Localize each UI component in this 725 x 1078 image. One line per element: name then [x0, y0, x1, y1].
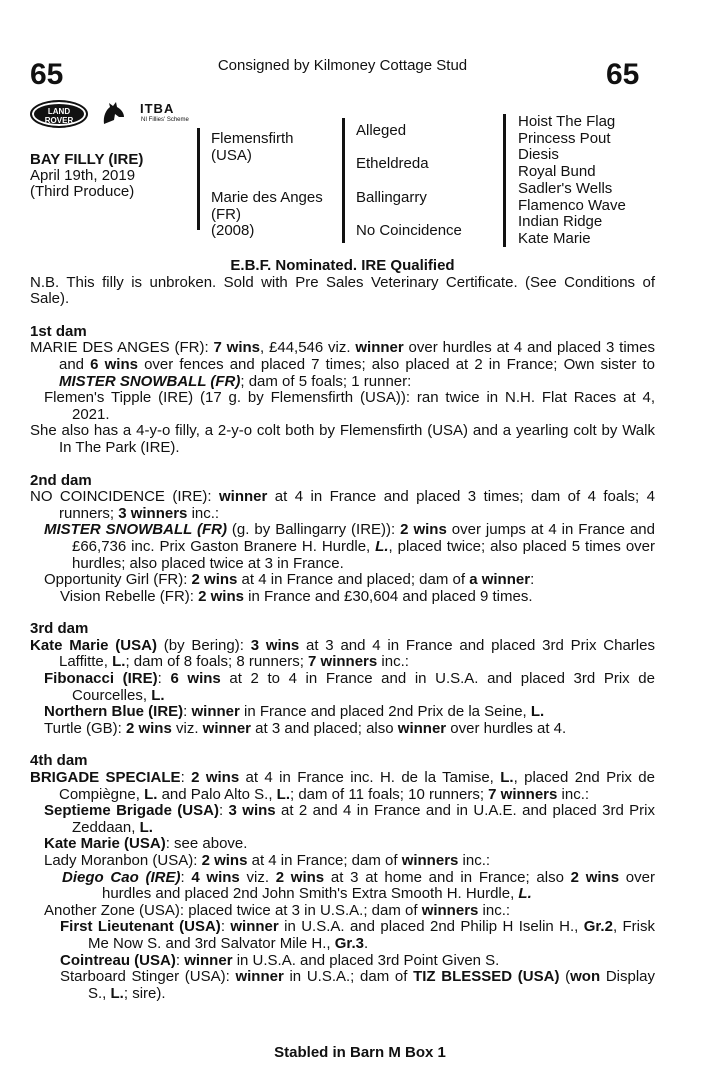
heading-1st-dam: 1st dam: [30, 322, 87, 340]
lot-number-right: 65: [606, 58, 640, 91]
dam3-foal-2: Northern Blue (IRE): winner in France and placed 2nd Prix de la Seine, L.: [44, 703, 545, 721]
pedigree-gen2-2: Ballingarry: [356, 189, 427, 206]
pedigree-gen2-0: Alleged: [356, 122, 407, 139]
catalogue-text: [30, 258, 655, 1002]
itba-logo: ITBA: [140, 101, 175, 116]
pedigree-gen2-3: No Coincidence: [356, 222, 462, 239]
dam4-grandfoal-1: Diego Cao (IRE): 4 wins viz. 2 wins at 3 at home and in France; also 2 wins over hurdles and placed 2nd John Smith's Extra Smooth H. Hurdle, L.: [62, 868, 655, 903]
land-rover-logo: LAND ROVER: [30, 100, 88, 128]
dam2-foal-2: Opportunity Girl (FR): 2 wins at 4 in France and placed; dam of a winner:: [44, 571, 535, 589]
horse-dob: April 19th, 2019: [30, 167, 136, 184]
heading-2nd-dam: 2nd dam: [30, 471, 92, 489]
dam2-foal-1: MISTER SNOWBALL (FR) (g. by Ballingarry (IRE)): 2 wins over jumps at 4 in France and £66,736 inc. Prix Gaston Branere H. Hurdle, L., placed twice; also placed 5 times over hurdles; also placed twice at 3 in France.: [44, 521, 655, 572]
sponsor-logos: [30, 100, 189, 128]
dam2-entry: NO COINCIDENCE (IRE): winner at 4 in France and placed 3 times; dam of 4 foals; 4 runners; 3 winners inc.:: [30, 488, 655, 522]
consignor: Consigned by Kilmoney Cottage Stud: [217, 57, 468, 74]
dam4-foal-3: Lady Moranbon (USA): 2 wins at 4 in France; dam of winners inc.:: [44, 852, 491, 869]
horse-produce: (Third Produce): [30, 183, 135, 200]
pedigree-sire: Flemensfirth (USA): [211, 130, 294, 164]
pedigree-gen2-1: Etheldreda: [356, 155, 429, 172]
dam3-foal-3: Turtle (GB): 2 wins viz. winner at 3 and placed; also winner over hurdles at 4.: [44, 719, 567, 737]
dam2-grandfoal-1: Vision Rebelle (FR): 2 wins in France and £30,604 and placed 9 times.: [60, 587, 533, 605]
lot-number-left: 65: [30, 58, 64, 91]
pedigree-gen3: Hoist The Flag Princess Pout Diesis Royal Bund Sadler's Wells Flamenco Wave Indian Ridge Kate Marie: [518, 113, 626, 247]
stabling-info: Stabled in Barn M Box 1: [274, 1044, 446, 1061]
dam1-note: She also has a 4-y-o filly, a 2-y-o colt both by Flemensfirth (USA) and a yearling colt by Walk In The Park (IRE).: [30, 422, 655, 456]
dam3-foal-1: Fibonacci (IRE): 6 wins at 2 to 4 in France and in U.S.A. and placed 3rd Prix de Courcelles, L.: [44, 670, 655, 704]
nb-note: N.B. This filly is unbroken. Sold with Pre Sales Veterinary Certificate. (See Conditions of Sale).: [30, 273, 655, 308]
heading-4th-dam: 4th dam: [30, 752, 88, 770]
dam4-grandfoal-4: Starboard Stinger (USA): winner in U.S.A.; dam of TIZ BLESSED (USA) (won Display S., L.; sire).: [60, 968, 656, 1002]
dam4-grandfoal-3: Cointreau (USA): winner in U.S.A. and placed 3rd Point Given S.: [60, 951, 500, 969]
dam4-foal-4: Another Zone (USA): placed twice at 3 in U.S.A.; dam of winners inc.:: [44, 901, 511, 919]
nomination: E.B.F. Nominated. IRE Qualified: [230, 257, 455, 274]
pedigree-divider-3: [503, 114, 506, 247]
pedigree-dam: Marie des Anges (FR) (2008): [211, 189, 323, 239]
pedigree-divider-1: [197, 128, 200, 230]
pedigree-divider-2: [342, 118, 345, 243]
dam4-grandfoal-2: First Lieutenant (USA): winner in U.S.A. and placed 2nd Philip H Iselin H., Gr.2, Frisk Me Now S. and 3rd Salvator Mile H., Gr.3.: [60, 918, 655, 952]
horse-name: BAY FILLY (IRE): [30, 151, 144, 168]
dam4-entry: BRIGADE SPECIALE: 2 wins at 4 in France inc. H. de la Tamise, L., placed 2nd Prix de Compiègne, L. and Palo Alto S., L.; dam of 11 foals; 10 runners; 7 winners inc.:: [30, 769, 655, 803]
itba-scheme: NI Fillies' Scheme: [141, 117, 189, 123]
heading-3rd-dam: 3rd dam: [30, 620, 89, 638]
dam4-foal-1: Septieme Brigade (USA): 3 wins at 2 and 4 in France and in U.A.E. and placed 3rd Prix Zeddaan, L.: [44, 802, 656, 836]
horse-head-icon: [100, 100, 126, 126]
dam4-foal-2: Kate Marie (USA): see above.: [44, 835, 248, 853]
horse-info: [30, 152, 143, 200]
dam1-foal-entry: Flemen's Tipple (IRE) (17 g. by Flemensfirth (USA)): ran twice in N.H. Flat Races at 4, 2021.: [44, 389, 655, 423]
dam3-entry: Kate Marie (USA) (by Bering): 3 wins at 3 and 4 in France and placed 3rd Prix Charles Laffitte, L.; dam of 8 foals; 8 runners; 7 winners inc.:: [30, 636, 655, 671]
dam1-entry: MARIE DES ANGES (FR): 7 wins, £44,546 viz. winner over hurdles at 4 and placed 3 times and 6 wins over fences and placed 7 times; also placed at 2 in France; Own sister to MISTER SNOWBALL (FR); dam of 5 foals; 1 runner:: [30, 339, 656, 390]
